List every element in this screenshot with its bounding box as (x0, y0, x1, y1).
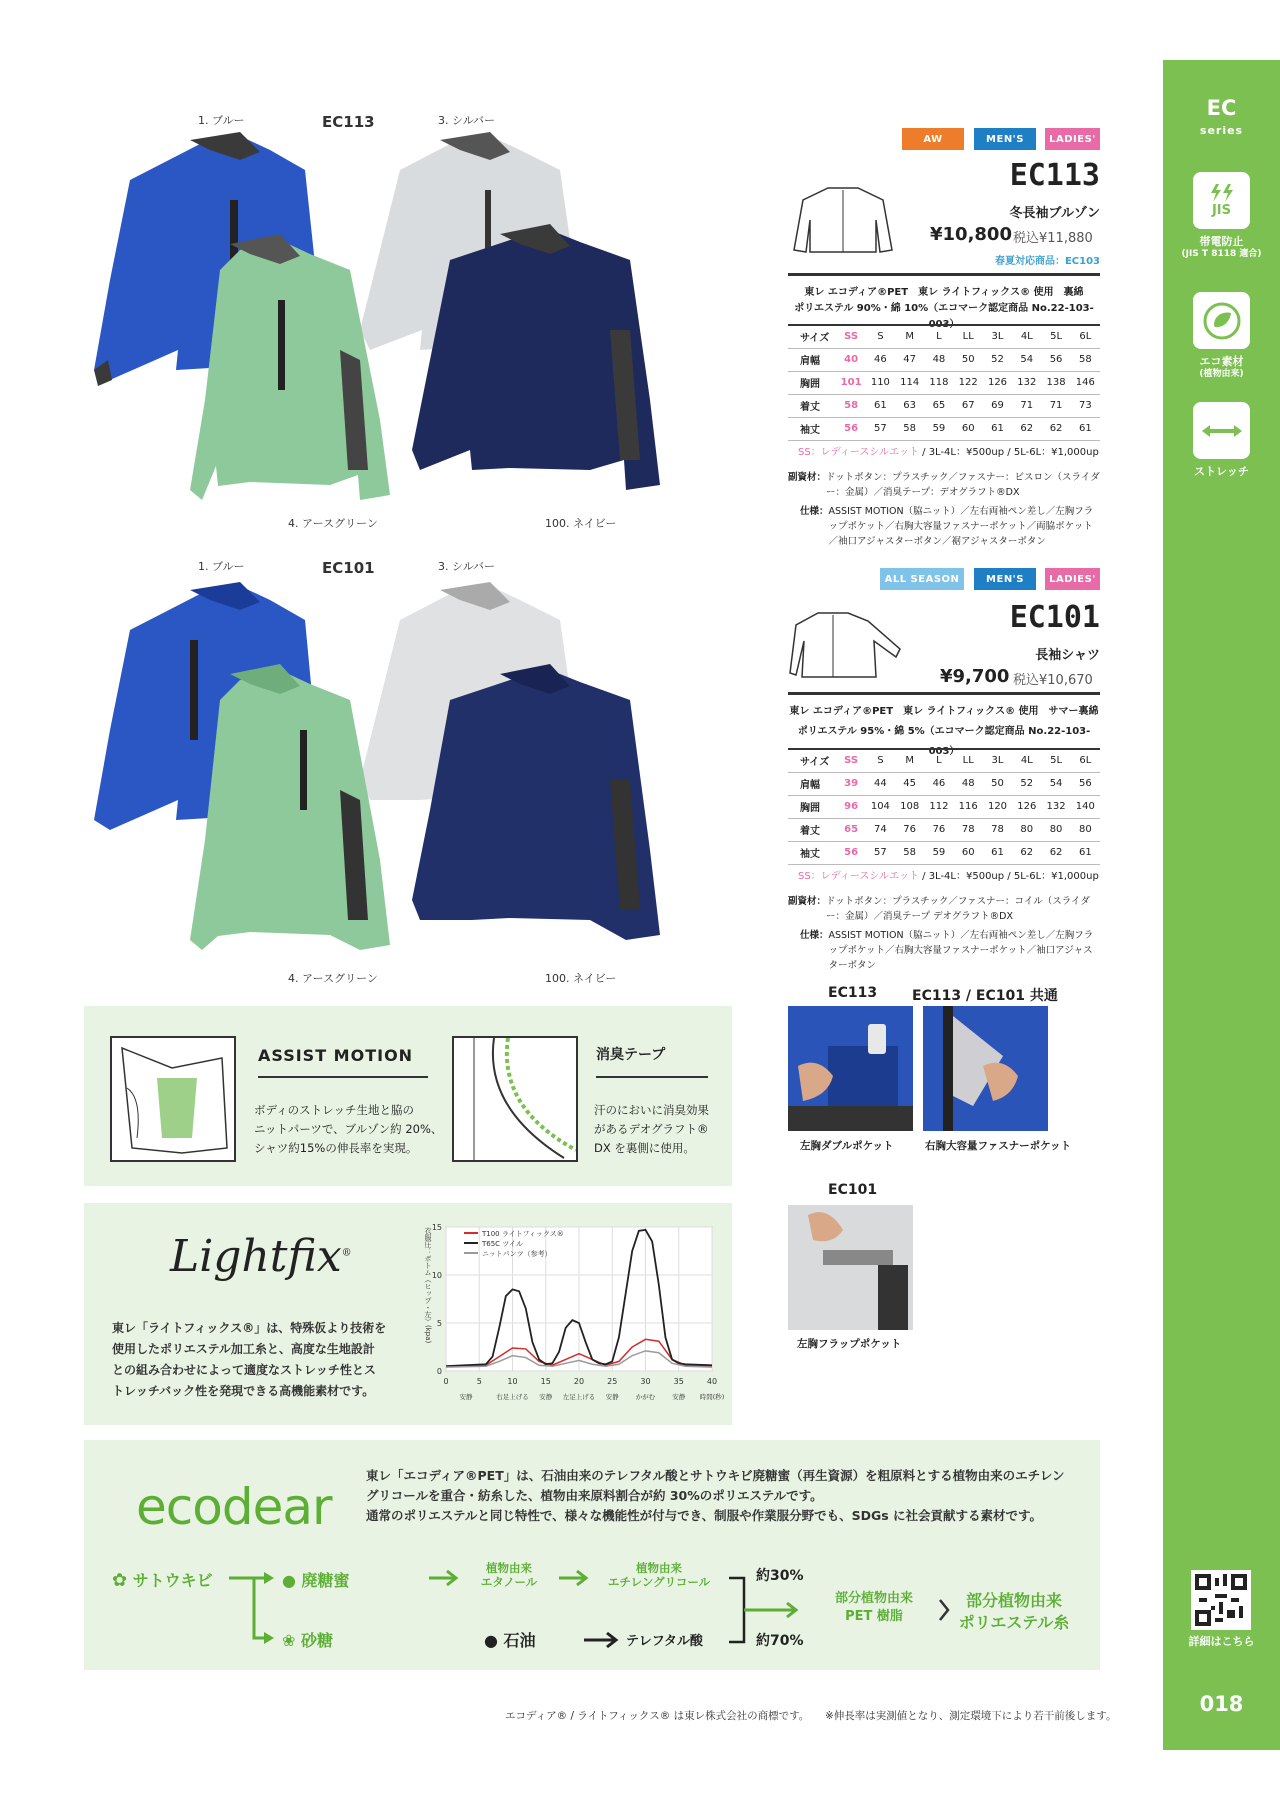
ec113-model: EC113 (1009, 158, 1100, 193)
assist-motion-text (254, 1101, 442, 1158)
ec101-shirt-photos (90, 580, 730, 960)
size-row (788, 325, 1100, 348)
size-cell: 120 (983, 795, 1012, 818)
ec113-photo-model: EC113 (322, 113, 375, 131)
size-cell: 3L (983, 749, 1012, 772)
ecodear-logo: ecodear (136, 1478, 332, 1536)
eco-material-icon (1193, 292, 1250, 349)
size-cell: 80 (1071, 818, 1100, 841)
assist-motion-text-line: ボディのストレッチ生地と脇の (254, 1103, 414, 1117)
chart-x-tick: 15 (540, 1377, 551, 1386)
chart-activity-label: 安静 (605, 1393, 619, 1401)
size-cell: LL (954, 749, 983, 772)
chart-y-tick: 15 (431, 1223, 442, 1232)
size-row-header: 袖丈 (788, 841, 836, 864)
ethanol-line: 植物由来 (486, 1561, 532, 1575)
pet-line: 部分植物由来 (834, 1591, 913, 1606)
drop-icon: ● (282, 1571, 296, 1590)
size-cell: 114 (895, 371, 924, 394)
ecodear-text (366, 1466, 1086, 1526)
size-cell: SS (836, 749, 865, 772)
size-cell: 48 (954, 772, 983, 795)
ec101-divider (788, 692, 1100, 695)
pocket-photo-3 (788, 1205, 913, 1330)
page-number: 018 (1199, 1692, 1244, 1716)
ec113-ss-note (798, 443, 1099, 458)
size-cell: 6L (1071, 325, 1100, 348)
size-row-header: 胸囲 (788, 795, 836, 818)
size-cell: 62 (1012, 841, 1041, 864)
pocket-photo-2 (923, 1006, 1048, 1131)
polyester-label (954, 1590, 1074, 1635)
deodor-tape-illustration (452, 1036, 578, 1162)
ec113-color-green-label: 4. アースグリーン (288, 517, 378, 530)
ec101-spec (800, 928, 1100, 974)
badge-ladies-2: LADIES' (1045, 568, 1100, 590)
chart-x-tick: 30 (640, 1377, 651, 1386)
lightfix-text-line: 使用したポリエステル加工糸と、高度な生地設計 (112, 1342, 375, 1356)
ec113-sub-materials-text: ドットボタン：プラスチック／ファスナー：ビスロン（スライダー：金属）／消臭テープ：デオグラフト®DX (826, 472, 1100, 499)
molasses-text: 廃糖蜜 (301, 1571, 350, 1590)
ec113-price: ¥10,800 (930, 224, 1012, 245)
stretch-label: ストレッチ (1194, 465, 1249, 478)
size-row (788, 417, 1100, 440)
ec113-fabric-line2: ポリエステル 90%・綿 10%（エコマーク認定商品 No.22-103-003） (794, 303, 1094, 330)
badge-all-season: ALL SEASON (880, 568, 964, 590)
antistatic-label: 帯電防止 (1199, 235, 1244, 248)
size-row (788, 371, 1100, 394)
ecodear-text-line: グリコールを重合・紡糸した、植物由来原料割合が約 30%のポリエステルです。 (366, 1488, 823, 1503)
ec101-fabric-line1: 東レ エコディア®PET 東レ ライトフィックス® 使用 サマー裏綿 (789, 706, 1099, 717)
deodor-tape-rule (596, 1076, 708, 1078)
ecodear-text-line: 通常のポリエステルと同じ特性で、様々な機能性が付与でき、制服や作業服分野でも、SDGs に社会貢献する素材です。 (366, 1508, 1043, 1523)
size-row-header: 胸囲 (788, 371, 836, 394)
ec113-ss-note-pink: SS：レディースシルエット (798, 447, 919, 458)
ec113-line-drawing (788, 180, 898, 260)
lightfix-text-line: との組み合わせによって適度なストレッチ性とス (112, 1363, 376, 1377)
size-row (788, 772, 1100, 795)
size-cell: S (866, 325, 895, 348)
ec113-ss-note-rest: / 3L-4L：¥500up / 5L-6L：¥1,000up (922, 447, 1099, 458)
size-cell: 140 (1071, 795, 1100, 818)
size-row (788, 394, 1100, 417)
ec101-size-table (788, 748, 1100, 865)
size-cell: 132 (1012, 371, 1041, 394)
antistatic-icon (1193, 172, 1250, 229)
size-cell: 39 (836, 772, 865, 795)
pocket-label-1: 左胸ダブルポケット (800, 1140, 894, 1152)
size-cell: 58 (836, 394, 865, 417)
size-cell: 56 (836, 841, 865, 864)
size-cell: 61 (983, 417, 1012, 440)
series-code: EC (1206, 96, 1237, 120)
size-cell: 62 (1012, 417, 1041, 440)
chart-activity-label: 右足上げる (496, 1393, 529, 1401)
eco-material-sublabel: (植物由来) (1199, 369, 1244, 379)
size-cell: 6L (1071, 749, 1100, 772)
size-cell: 63 (895, 394, 924, 417)
size-cell: 56 (1041, 348, 1070, 371)
assist-motion-drawing (112, 1038, 234, 1160)
size-cell: 61 (1071, 417, 1100, 440)
size-cell: 110 (866, 371, 895, 394)
size-row (788, 795, 1100, 818)
size-cell: 101 (836, 371, 865, 394)
ec113-fabric-line1: 東レ エコディア®PET 東レ ライトフィックス® 使用 裏綿 (804, 287, 1084, 298)
pocket-photo-1-illustration (788, 1006, 913, 1131)
sugarcane-label (112, 1568, 213, 1591)
size-cell: 50 (983, 772, 1012, 795)
pocket-photo-2-illustration (923, 1006, 1048, 1131)
pocket-label-2: 右胸大容量ファスナーポケット (925, 1140, 1072, 1152)
size-cell: 61 (983, 841, 1012, 864)
size-cell: 118 (924, 371, 953, 394)
ec113-tax-in-price: 税込¥11,880 (1013, 231, 1093, 246)
chart-y-label: 衣服圧：ボトム（ヒップ・左）(kpa) (424, 1227, 432, 1344)
ec113-color-silver-label: 3. シルバー (438, 114, 495, 127)
size-cell: 4L (1012, 749, 1041, 772)
lightfix-text-line: 東レ「ライトフィックス®」は、特殊仮より技術を (112, 1321, 387, 1335)
size-cell: 58 (1071, 348, 1100, 371)
assist-motion-illustration (110, 1036, 236, 1162)
glycol-label (586, 1562, 732, 1590)
deodor-tape-text (594, 1101, 709, 1158)
oil-drop-icon: ● (484, 1631, 498, 1650)
size-cell: 47 (895, 348, 924, 371)
size-cell: 69 (983, 394, 1012, 417)
sugarcane-text: サトウキビ (132, 1571, 213, 1590)
size-cell: 58 (895, 417, 924, 440)
ec101-color-navy-label: 100. ネイビー (545, 972, 617, 985)
glycol-line: 植物由来 (636, 1561, 682, 1575)
chart-x-tick: 0 (443, 1377, 449, 1386)
footer-trademark: エコディア® / ライトフィックス® は東レ株式会社の商標です。 (505, 1710, 810, 1722)
size-row-header: 肩幅 (788, 348, 836, 371)
size-cell: 54 (1041, 772, 1070, 795)
ec113-jacket-green (190, 234, 390, 500)
size-row-header: 着丈 (788, 818, 836, 841)
size-cell: 62 (1041, 841, 1070, 864)
size-row (788, 348, 1100, 371)
ec113-color-navy-label: 100. ネイビー (545, 517, 617, 530)
chart-y-tick: 0 (436, 1367, 442, 1376)
size-cell: 122 (954, 371, 983, 394)
size-cell: 60 (954, 417, 983, 440)
ec101-line-drawing (788, 605, 908, 685)
size-cell: LL (954, 325, 983, 348)
size-cell: 5L (1041, 325, 1070, 348)
size-cell: 57 (866, 417, 895, 440)
sugar-text: 砂糖 (300, 1631, 333, 1650)
assist-motion-rule (258, 1076, 428, 1078)
ec101-ss-note (798, 867, 1099, 882)
ec101-color-blue-label: 1. ブルー (198, 560, 245, 573)
ecodear-panel (84, 1440, 1100, 1670)
size-cell: 71 (1041, 394, 1070, 417)
ec101-spec-text: ASSIST MOTION（脇ニット）／左右両袖ペン差し／左胸フラップポケット／右胸大容量ファスナーポケット／袖口アジャスターボタン (828, 930, 1094, 972)
size-cell: 61 (1071, 841, 1100, 864)
pocket-common-title: EC113 / EC101 共通 (912, 988, 1058, 1004)
chart-legend-label: T100 ライトフィックス® (482, 1230, 564, 1238)
features-panel (84, 1006, 732, 1186)
size-cell: 80 (1012, 818, 1041, 841)
chart-activity-label: かがむ (635, 1393, 656, 1401)
chart-y-tick: 10 (431, 1271, 442, 1280)
size-cell: 138 (1041, 371, 1070, 394)
badge-ladies: LADIES' (1045, 128, 1100, 150)
size-cell: 67 (954, 394, 983, 417)
ec113-jacket-photos (90, 130, 730, 510)
size-cell: 52 (983, 348, 1012, 371)
badge-mens-2: MEN'S (974, 568, 1036, 590)
deodor-tape-text-line: 汗のにおいに消臭効果 (594, 1103, 709, 1117)
ec101-ss-note-rest: / 3L-4L：¥500up / 5L-6L：¥1,000up (922, 871, 1099, 882)
ec113-spec-text: ASSIST MOTION（脇ニット）／左右両袖ペン差し／左胸フラップポケット／右胸大容量ファスナーポケット／両脇ポケット／袖口アジャスターボタン／裾アジャスターボタン (828, 506, 1094, 548)
size-cell: 59 (924, 417, 953, 440)
chart-activity-label: 安静 (672, 1393, 686, 1401)
size-row (788, 818, 1100, 841)
size-cell: 78 (983, 818, 1012, 841)
size-row-header: 着丈 (788, 394, 836, 417)
antistatic-sublabel: (JIS T 8118 適合) (1181, 249, 1262, 259)
glycol-line: エチレングリコール (607, 1574, 711, 1589)
size-cell: 4L (1012, 325, 1041, 348)
lightfix-registered-mark: ® (341, 1247, 352, 1259)
size-cell: 3L (983, 325, 1012, 348)
qr-label: 詳細はこちら (1188, 1635, 1255, 1648)
pocket-photo-3-illustration (788, 1205, 913, 1330)
ec101-model: EC101 (1009, 600, 1100, 635)
stretch-icon (1193, 402, 1250, 459)
ec113-size-table (788, 324, 1100, 441)
series-sidebar (1163, 60, 1280, 1750)
ec113-color-blue-label: 1. ブルー (198, 114, 245, 127)
size-cell: 52 (1012, 772, 1041, 795)
size-row (788, 749, 1100, 772)
size-cell: 80 (1041, 818, 1070, 841)
terephthalic-label: テレフタル酸 (626, 1634, 703, 1649)
size-cell: 57 (866, 841, 895, 864)
size-cell: 54 (1012, 348, 1041, 371)
oil-text: 石油 (503, 1631, 536, 1650)
assist-motion-text-line: ニットパーツで、ブルゾン約 20%、 (254, 1121, 443, 1136)
ec113-sub-materials-label: 副資材： (788, 472, 827, 483)
size-row-header: 肩幅 (788, 772, 836, 795)
badge-aw: AW (902, 128, 964, 150)
jis-icon-text: JIS (1211, 203, 1232, 218)
size-cell: 58 (895, 841, 924, 864)
size-cell: 126 (983, 371, 1012, 394)
pocket-ec101-title: EC101 (828, 1182, 878, 1198)
size-cell: 50 (954, 348, 983, 371)
ec113-sub-materials (788, 470, 1100, 500)
pct30-label: 約30% (756, 1568, 804, 1584)
ec101-product-name: 長袖シャツ (1035, 648, 1100, 663)
size-cell: 146 (1071, 371, 1100, 394)
size-cell: M (895, 325, 924, 348)
ec101-tax-in-price: 税込¥10,670 (1013, 673, 1093, 688)
lightfix-text (112, 1318, 402, 1402)
ec101-sub-materials-text: ドットボタン：プラスチック／ファスナー：コイル（スライダー：金属）／消臭テープ デオグラフト®DX (826, 896, 1090, 923)
chart-x-tick: 5 (476, 1377, 482, 1386)
size-cell: 44 (866, 772, 895, 795)
size-cell: 46 (866, 348, 895, 371)
size-cell: 76 (924, 818, 953, 841)
size-cell: 60 (954, 841, 983, 864)
size-cell: 61 (866, 394, 895, 417)
size-cell: S (866, 749, 895, 772)
pct70-label: 約70% (756, 1633, 804, 1649)
deodor-tape-text-line: があるデオグラフト® (594, 1121, 709, 1136)
pressure-chart (394, 1211, 724, 1421)
chart-x-tick: 20 (573, 1377, 585, 1386)
size-cell: 65 (924, 394, 953, 417)
pocket-label-3: 左胸フラップポケット (797, 1338, 902, 1350)
ec113-summer-note: 春夏対応商品：EC103 (994, 256, 1100, 267)
size-cell: 74 (866, 818, 895, 841)
chart-activity-label: 安静 (539, 1393, 553, 1401)
deodor-tape-title: 消臭テープ (596, 1047, 666, 1063)
ec101-spec-label: 仕様： (800, 930, 829, 941)
ec101-sub-materials (788, 894, 1100, 924)
pet-line: PET 樹脂 (845, 1609, 903, 1625)
chart-activity-label: 左足上げる (562, 1393, 596, 1401)
ec113-spec-label: 仕様： (800, 506, 829, 517)
ec113-spec (800, 504, 1100, 550)
size-cell: 45 (895, 772, 924, 795)
size-row-header: 袖丈 (788, 417, 836, 440)
ec101-photo-model: EC101 (322, 559, 375, 577)
size-cell: 5L (1041, 749, 1070, 772)
ec101-ss-note-pink: SS：レディースシルエット (798, 871, 919, 882)
series-word: series (1199, 124, 1244, 137)
size-cell: 104 (866, 795, 895, 818)
lightfix-logo (170, 1231, 352, 1282)
chart-x-tick: 10 (507, 1377, 518, 1386)
size-cell: 46 (924, 772, 953, 795)
size-cell: 76 (895, 818, 924, 841)
size-row (788, 841, 1100, 864)
size-cell: 73 (1071, 394, 1100, 417)
pet-label (824, 1590, 924, 1626)
size-cell: 108 (895, 795, 924, 818)
chart-y-tick: 5 (436, 1319, 442, 1328)
sugar-label (282, 1628, 333, 1651)
ec101-sub-materials-label: 副資材： (788, 896, 827, 907)
polyester-line: 部分植物由来 (965, 1591, 1062, 1610)
pocket-ec113-title: EC113 (828, 985, 878, 1001)
footer-note: ※伸長率は実測値となり、測定環境下により若干前後します。 (825, 1710, 1117, 1722)
size-row-header: サイズ (788, 325, 836, 348)
ec101-color-silver-label: 3. シルバー (438, 560, 495, 573)
chart-activity-label: 安静 (459, 1393, 473, 1401)
size-cell: 132 (1041, 795, 1070, 818)
lightfix-text-line: トレッチバック性を発現できる高機能素材です。 (112, 1384, 375, 1398)
ec101-shirt-navy (412, 664, 660, 940)
size-cell: L (924, 325, 953, 348)
sugar-icon: ❀ (282, 1631, 296, 1650)
lightfix-logo-text: Lightfix (170, 1231, 342, 1282)
size-cell: SS (836, 325, 865, 348)
size-cell: 62 (1041, 417, 1070, 440)
size-cell: 126 (1012, 795, 1041, 818)
size-cell: 96 (836, 795, 865, 818)
ec101-price: ¥9,700 (940, 666, 1010, 687)
size-cell: 56 (1071, 772, 1100, 795)
assist-motion-title: ASSIST MOTION (258, 1046, 414, 1065)
size-cell: 56 (836, 417, 865, 440)
ethanol-line: エタノール (480, 1574, 538, 1589)
lightfix-panel (84, 1203, 732, 1425)
size-cell: 65 (836, 818, 865, 841)
chart-activity-label: 時間(秒) (699, 1393, 724, 1401)
size-cell: 78 (954, 818, 983, 841)
chart-x-tick: 35 (673, 1377, 684, 1386)
qr-code[interactable] (1191, 1570, 1251, 1630)
chart-x-tick: 40 (706, 1377, 718, 1386)
size-cell: 116 (954, 795, 983, 818)
deodor-tape-drawing (454, 1038, 576, 1160)
chart-legend-label: ニットパンツ（参考） (482, 1250, 552, 1258)
ec101-shirt-green (190, 664, 390, 950)
oil-label (484, 1628, 536, 1651)
assist-motion-text-line: シャツ約15%の伸長率を実現。 (254, 1140, 418, 1155)
size-cell: 48 (924, 348, 953, 371)
chart-legend-label: T65C ツイル (482, 1240, 523, 1248)
molasses-label (282, 1568, 350, 1591)
eco-material-label: エコ素材 (1199, 355, 1244, 368)
deodor-tape-text-line: DX を裏側に使用。 (594, 1140, 695, 1155)
ec101-fabric-line2: ポリエステル 95%・綿 5%（エコマーク認定商品 No.22-103-003） (797, 726, 1091, 757)
pocket-photo-1 (788, 1006, 913, 1131)
ethanol-label (464, 1562, 554, 1590)
size-cell: L (924, 749, 953, 772)
ecodear-text-line: 東レ「エコディア®PET」は、石油由来のテレフタル酸とサトウキビ廃糖蜜（再生資源）を粗原料とする植物由来のエチレン (366, 1468, 1065, 1483)
size-row-header: サイズ (788, 749, 836, 772)
ec113-divider (788, 273, 1100, 276)
sugarcane-icon: ✿ (112, 1570, 128, 1591)
badge-mens: MEN'S (974, 128, 1036, 150)
size-cell: 59 (924, 841, 953, 864)
size-cell: 71 (1012, 394, 1041, 417)
chart-x-tick: 25 (607, 1377, 618, 1386)
size-cell: 112 (924, 795, 953, 818)
size-cell: 40 (836, 348, 865, 371)
ec113-product-name: 冬長袖ブルゾン (1009, 206, 1100, 221)
size-cell: M (895, 749, 924, 772)
ec101-color-green-label: 4. アースグリーン (288, 972, 378, 985)
polyester-line: ポリエステル糸 (958, 1613, 1070, 1633)
